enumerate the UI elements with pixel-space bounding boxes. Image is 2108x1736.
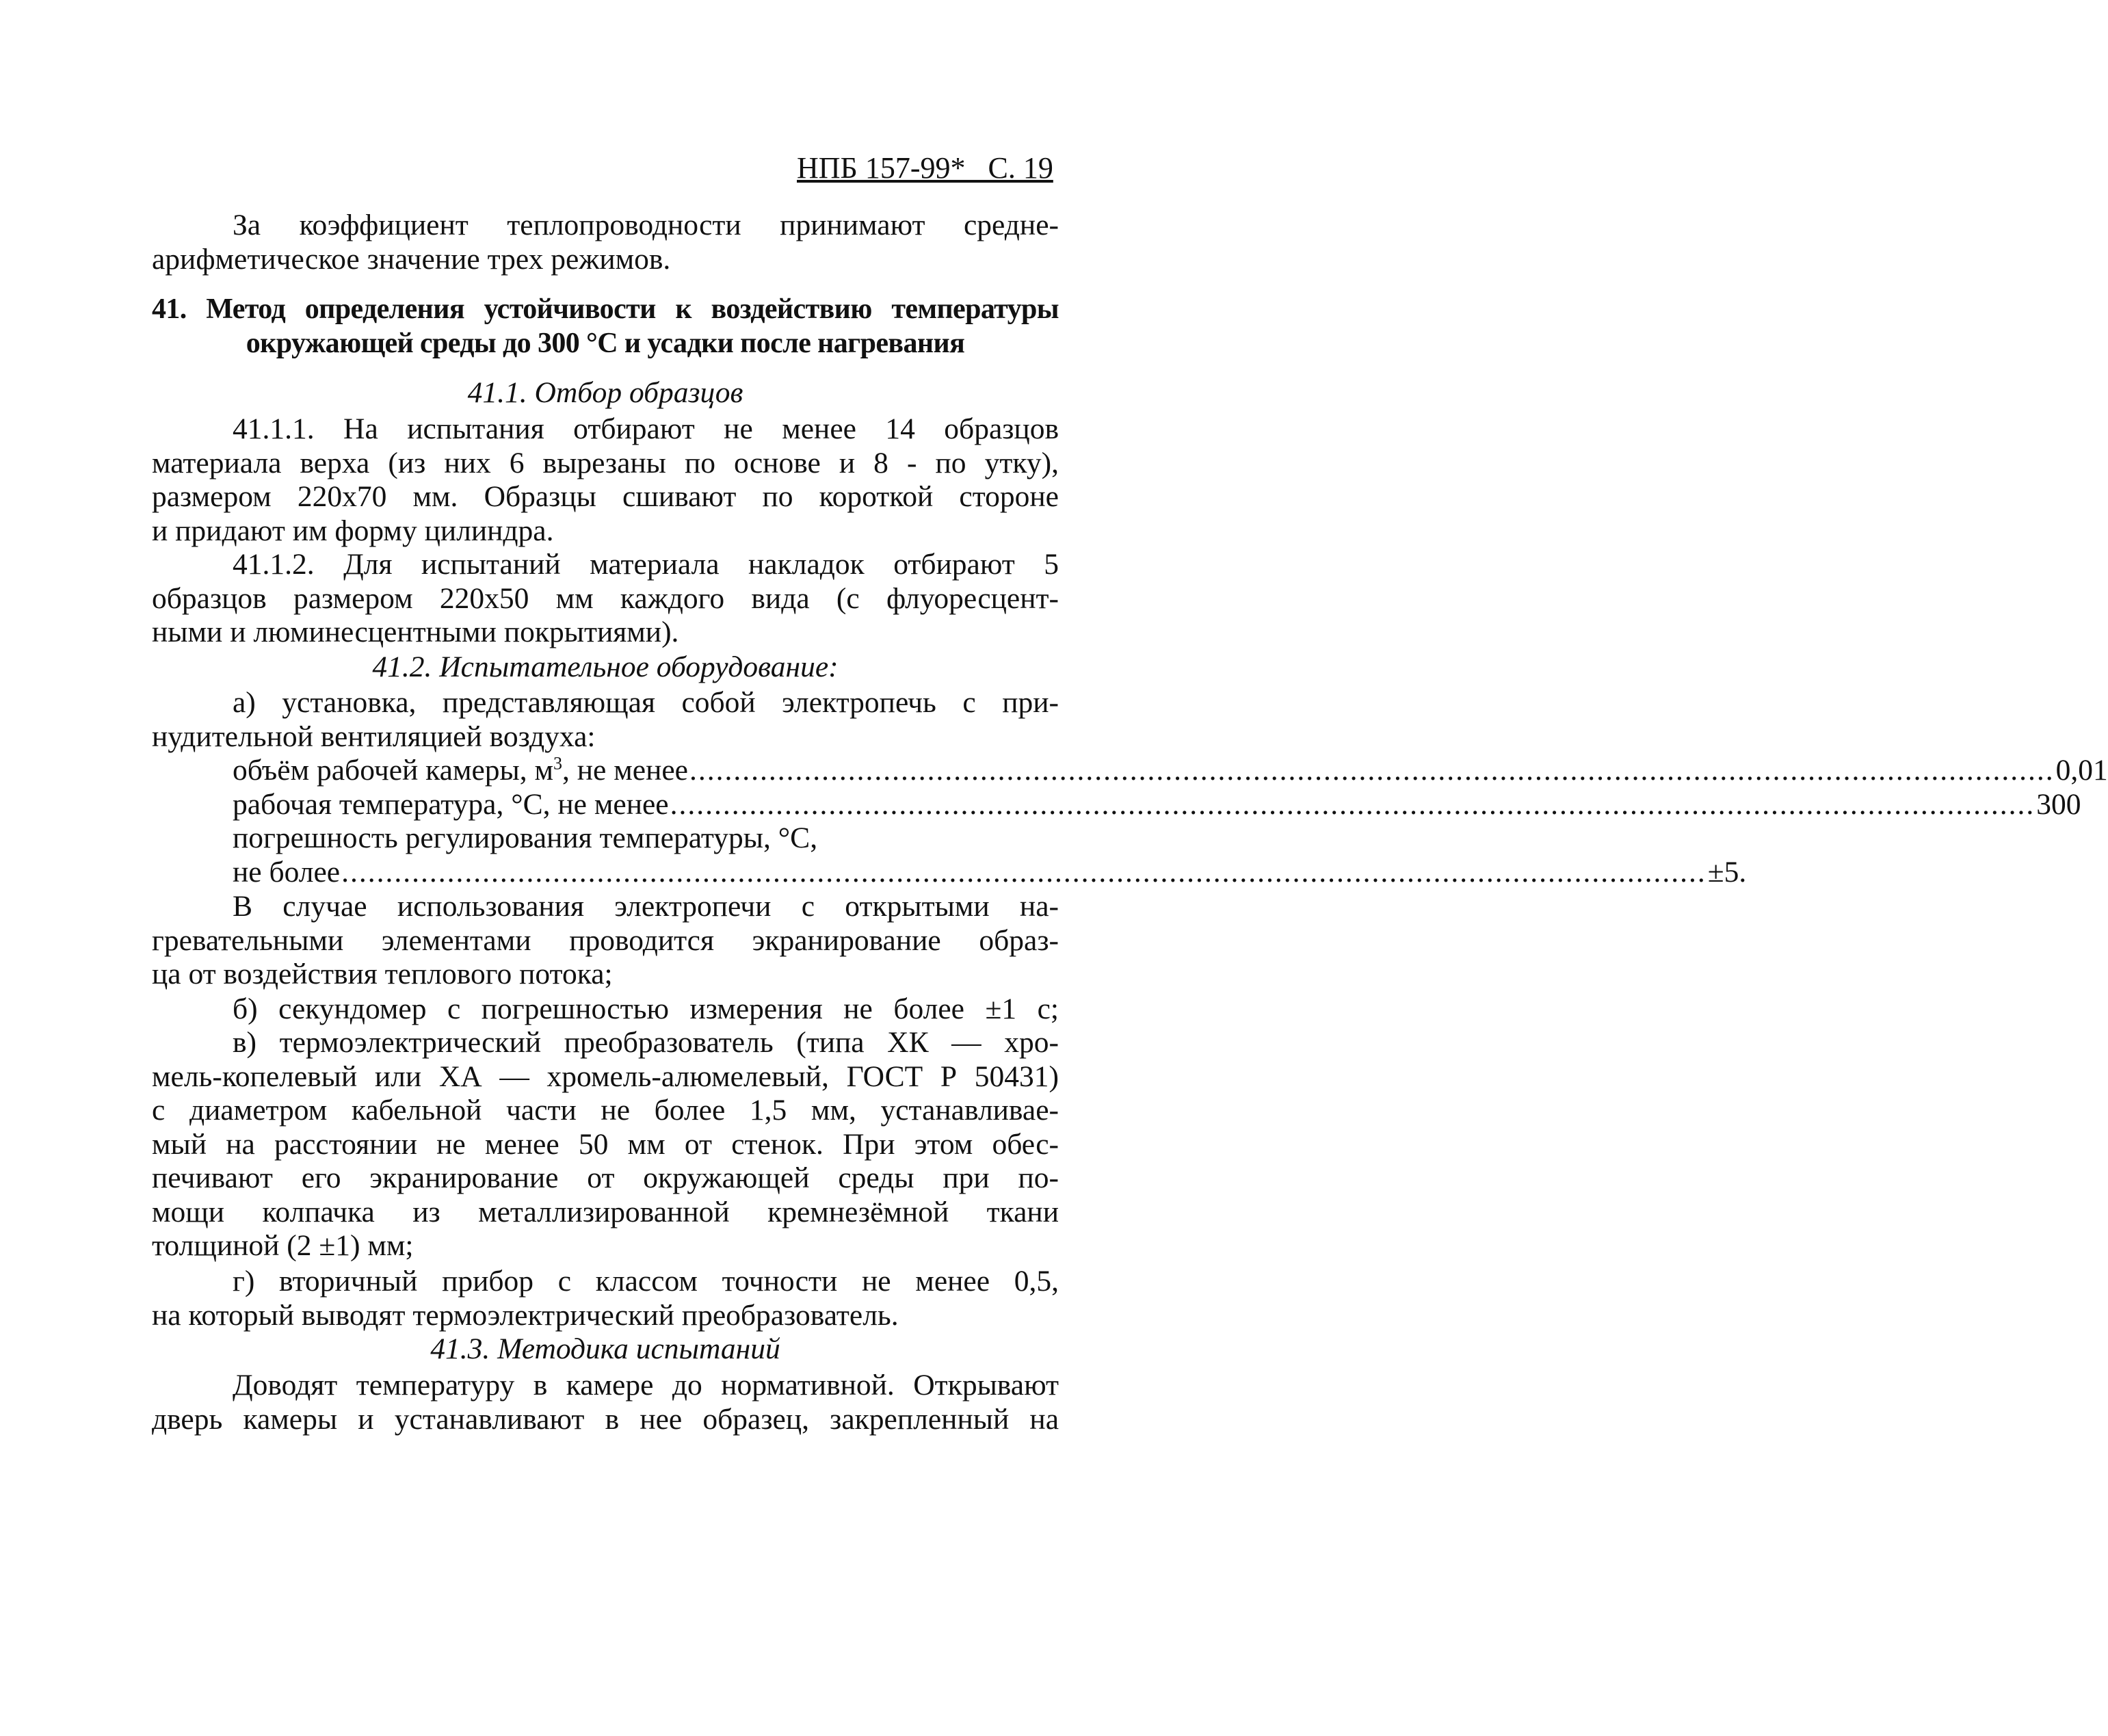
text-line: материала верха (из них 6 вырезаны по основе и 8 - по утку), [152,446,1059,479]
item-b [152,992,1059,1027]
text-line: и придают им форму цилиндра. [152,514,554,547]
text-line: ными и люминесцентными покрытиями). [152,616,679,648]
note-a [152,890,1059,992]
text-line: 41.1.2. Для испытаний материала накладок отбирают 5 [233,548,1059,581]
item-g [152,1265,1059,1332]
paragraph-41-1-2 [152,548,1059,650]
text-line: печивают его экранирование от окружающей среды при по- [152,1161,1059,1194]
text-line: б) секундомер с погрешностью измерения не более ±1 с; [233,992,1059,1025]
text-line: арифметическое значение трех режимов. [152,242,671,276]
item-a [152,686,1059,754]
spec-accuracy-label-2: не более [233,855,341,889]
text-line: с диаметром кабельной части не более 1,5 мм, устанавливае- [152,1094,1059,1127]
text-line: в) термоэлектрический преобразователь (типа ХК — хро- [233,1026,1059,1059]
text-line: образцов размером 220х50 мм каждого вида (с флуоресцент- [152,581,1059,615]
item-v [152,1026,1059,1263]
text-line: За коэффициент теплопроводности принимают средне- [233,209,1059,241]
spec-temperature-value: 300 [2036,787,2081,821]
subsection-title-text: 41.1. Отбор образцов [467,376,743,409]
text-line: размером 220х70 мм. Образцы сшивают по короткой стороне [152,480,1059,513]
text-line: толщиной (2 ±1) мм; [152,1229,414,1262]
text-line: мель-копелевый или ХА — хромель-алюмелевый, ГОСТ Р 50431) [152,1060,1059,1093]
text-line: гревательными элементами проводится экранирование образ- [152,923,1059,957]
leader-dots: ........................................................................................................................................................... [670,787,2035,821]
text-line: а) установка, представляющая собой электропечь с при- [233,686,1059,719]
text-line: ца от воздействия теплового потока; [152,958,613,990]
text-line: 41.1.1. На испытания отбирают не менее 14 образцов [233,412,1059,445]
text-line: мый на расстоянии не менее 50 мм от стенок. При этом обес- [152,1127,1059,1161]
subsection-title-41-3 [152,1332,1059,1367]
paragraph-41-1-1 [152,412,1059,548]
text-line: дверь камеры и устанавливают в нее образец, закрепленный на [152,1402,1059,1436]
spec-volume-label: объём рабочей камеры, $м^3$, не менее [233,753,688,787]
section-title-line: 41. Метод определения устойчивости к воздействию температуры [152,293,1059,325]
text-line: нудительной вентиляцией воздуха: [152,720,596,753]
text-line: В случае использования электропечи с открытыми на- [233,890,1059,923]
intro-paragraph [152,209,1059,276]
text-line: мощи колпачка из металлизированной кремнезёмной ткани [152,1195,1059,1228]
equipment-specs [152,753,2108,889]
spec-accuracy-value: ±5. [1707,855,1747,889]
spec-accuracy [152,855,1747,890]
text-line: г) вторичный прибор с классом точности не менее 0,5, [233,1265,1059,1298]
spec-accuracy-label: погрешность регулирования температуры, °С, [233,821,818,854]
spec-volume [152,753,2108,788]
spec-temperature [152,787,2081,822]
spec-temperature-label: рабочая температура, °С, не менее [233,787,669,821]
section-title [152,293,1059,360]
spec-volume-value: 0,01 [2055,754,2108,787]
subsection-title-text: 41.3. Методика испытаний [430,1332,780,1365]
subsection-title-text: 41.2. Испытательное оборудование: [372,650,839,683]
text-line: Доводят температуру в камере до нормативной. Открывают [233,1369,1059,1402]
paragraph-41-3 [152,1369,1059,1436]
section-title-line: окружающей среды до 300 °С и усадки после нагревания [246,327,965,359]
leader-dots: ........................................................................................................................................................... [341,855,1707,889]
page-header: НПБ 157-99* С. 19 [797,151,1053,185]
text-line: на который выводят термоэлектрический преобразователь. [152,1298,899,1332]
subsection-title-41-2 [152,650,1059,685]
leader-dots: ........................................................................................................................................................... [689,754,2055,787]
subsection-title-41-1 [152,376,1059,410]
